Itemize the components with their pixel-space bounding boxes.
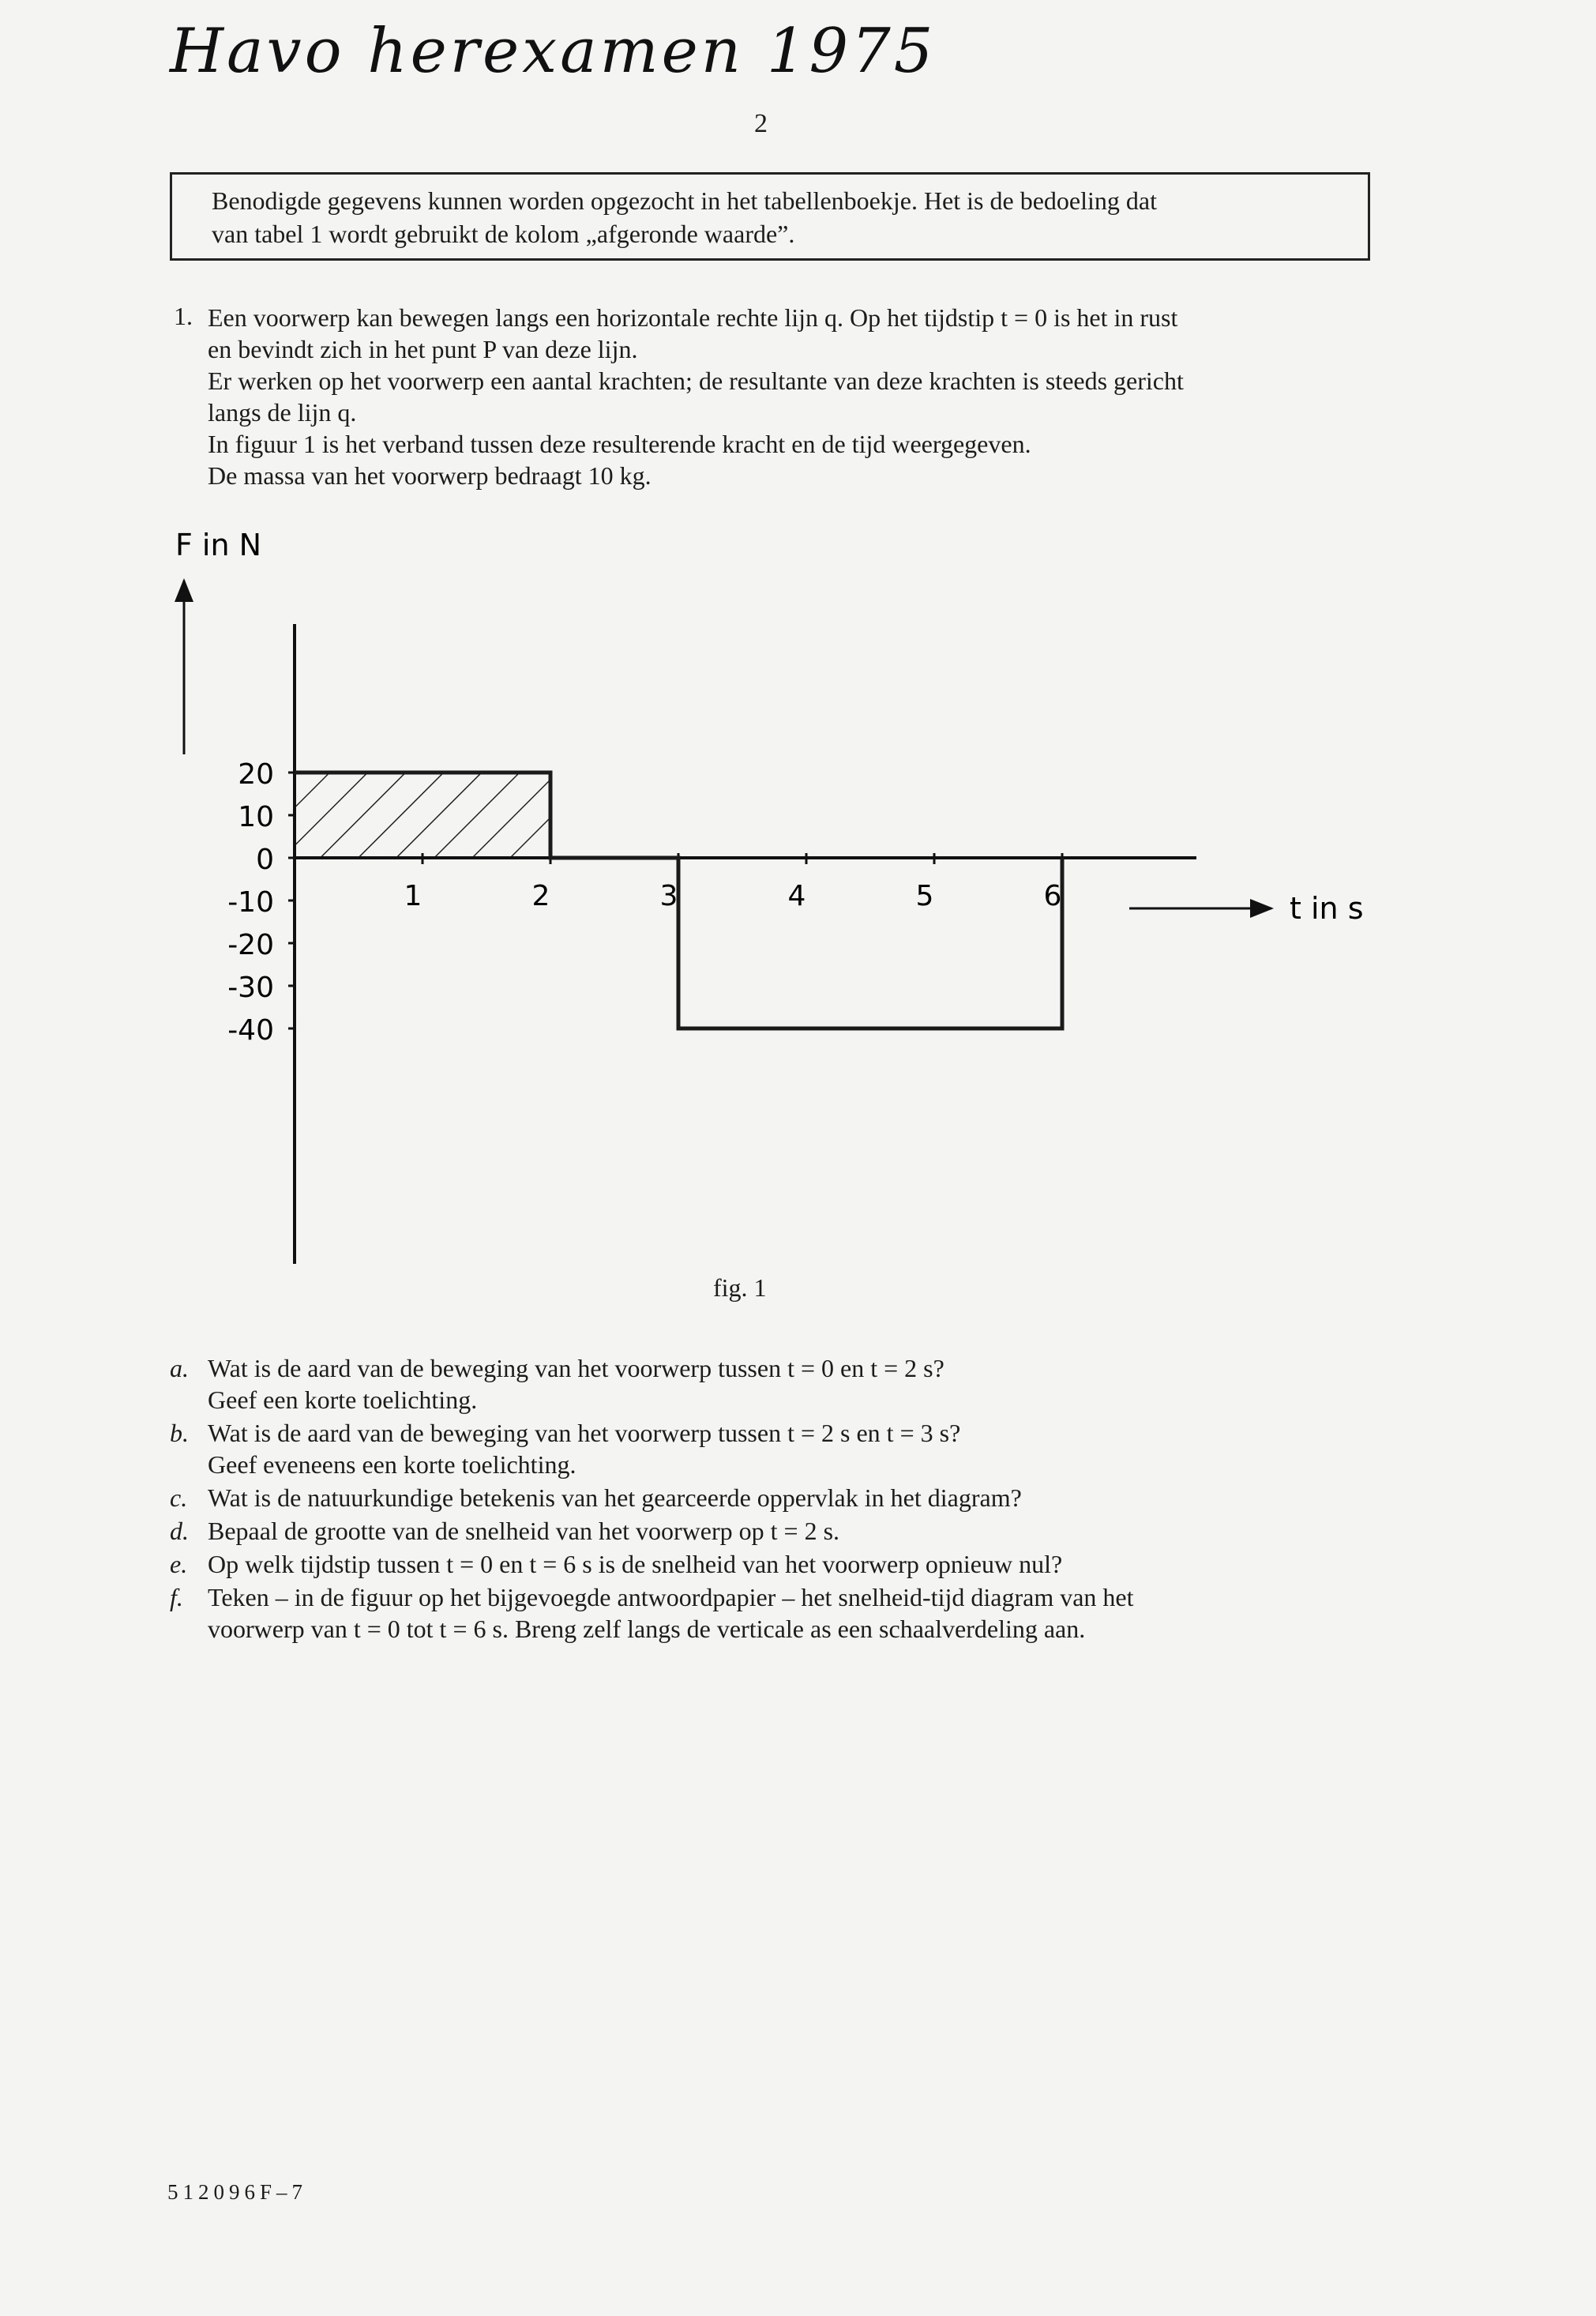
- subquestion-d: [170, 1515, 1402, 1547]
- y-tick-label: 20: [238, 758, 274, 791]
- y-tick-label: 10: [238, 801, 274, 833]
- subquestion-text: voorwerp van t = 0 tot t = 6 s. Breng zelf langs de verticale as een schaalverdeling aan.: [208, 1615, 1086, 1643]
- question-line: langs de lijn q.: [208, 398, 357, 427]
- x-tick-label: 2: [531, 880, 550, 912]
- subquestion-label: b.: [170, 1419, 189, 1447]
- figure-caption: fig. 1: [713, 1273, 767, 1302]
- handwritten-title: Havo herexamen 1975: [170, 16, 937, 87]
- subquestions-list: [170, 1352, 1402, 1646]
- subquestion-text: Geef een korte toelichting.: [208, 1385, 478, 1414]
- subquestion-text: Wat is de aard van de beweging van het voorwerp tussen t = 0 en t = 2 s?: [208, 1354, 944, 1382]
- question-line: In figuur 1 is het verband tussen deze resulterende kracht en de tijd weergegeven.: [208, 430, 1031, 458]
- y-tick-label: -30: [227, 972, 274, 1004]
- subquestion-text: Geef eveneens een korte toelichting.: [208, 1450, 576, 1479]
- subquestion-text: Bepaal de grootte van de snelheid van het voorwerp op t = 2 s.: [208, 1517, 840, 1545]
- x-axis-label: t in s: [1290, 891, 1364, 926]
- subquestion-f: [170, 1581, 1402, 1645]
- subquestion-a: [170, 1352, 1402, 1416]
- info-box-line-1: Benodigde gegevens kunnen worden opgezocht in het tabellenboekje. Het is de bedoeling dat: [212, 186, 1157, 215]
- subquestion-label: c.: [170, 1483, 188, 1512]
- info-box-line-2: van tabel 1 wordt gebruikt de kolom „afgeronde waarde”.: [212, 220, 795, 248]
- y-tick-label: -20: [227, 929, 274, 961]
- document-code: 512096F–7: [167, 2180, 308, 2204]
- subquestion-text: Op welk tijdstip tussen t = 0 en t = 6 s is de snelheid van het voorwerp opnieuw nul?: [208, 1550, 1063, 1578]
- subquestion-text: Wat is de aard van de beweging van het voorwerp tussen t = 2 s en t = 3 s?: [208, 1419, 961, 1447]
- x-tick-label: 1: [404, 880, 422, 912]
- subquestion-c: [170, 1482, 1402, 1513]
- subquestion-e: [170, 1548, 1402, 1580]
- question-line: Een voorwerp kan bewegen langs een horizontale rechte lijn q. Op het tijdstip t = 0 is het in rust: [208, 303, 1178, 332]
- info-box: [170, 172, 1370, 261]
- subquestion-text: Teken – in de figuur op het bijgevoegde antwoordpapier – het snelheid-tijd diagram van het: [208, 1583, 1134, 1611]
- y-axis-label: F in N: [175, 528, 262, 562]
- x-tick-label: 3: [659, 880, 678, 912]
- subquestion-label: d.: [170, 1517, 189, 1545]
- x-tick-label: 4: [787, 880, 806, 912]
- question-number: 1.: [174, 302, 193, 330]
- question-line: en bevindt zich in het punt P van deze lijn.: [208, 335, 638, 363]
- y-tick-label: 0: [256, 844, 274, 876]
- subquestion-label: f.: [170, 1583, 183, 1611]
- force-series-line: [295, 773, 1062, 1028]
- question-intro: [208, 302, 1392, 491]
- subquestion-label: a.: [170, 1354, 189, 1382]
- subquestion-label: e.: [170, 1550, 188, 1578]
- subquestion-b: [170, 1417, 1402, 1480]
- subquestion-text: Wat is de natuurkundige betekenis van het gearceerde oppervlak in het diagram?: [208, 1483, 1022, 1512]
- y-tick-label: -10: [227, 886, 274, 919]
- y-tick-label: -40: [227, 1014, 274, 1047]
- page-number: 2: [754, 109, 768, 138]
- hatched-area: [295, 773, 550, 858]
- x-tick-label: 6: [1043, 880, 1062, 912]
- x-tick-label: 5: [915, 880, 934, 912]
- question-line: De massa van het voorwerp bedraagt 10 kg.: [208, 461, 652, 490]
- question-line: Er werken op het voorwerp een aantal krachten; de resultante van deze krachten is steeds gericht: [208, 367, 1184, 395]
